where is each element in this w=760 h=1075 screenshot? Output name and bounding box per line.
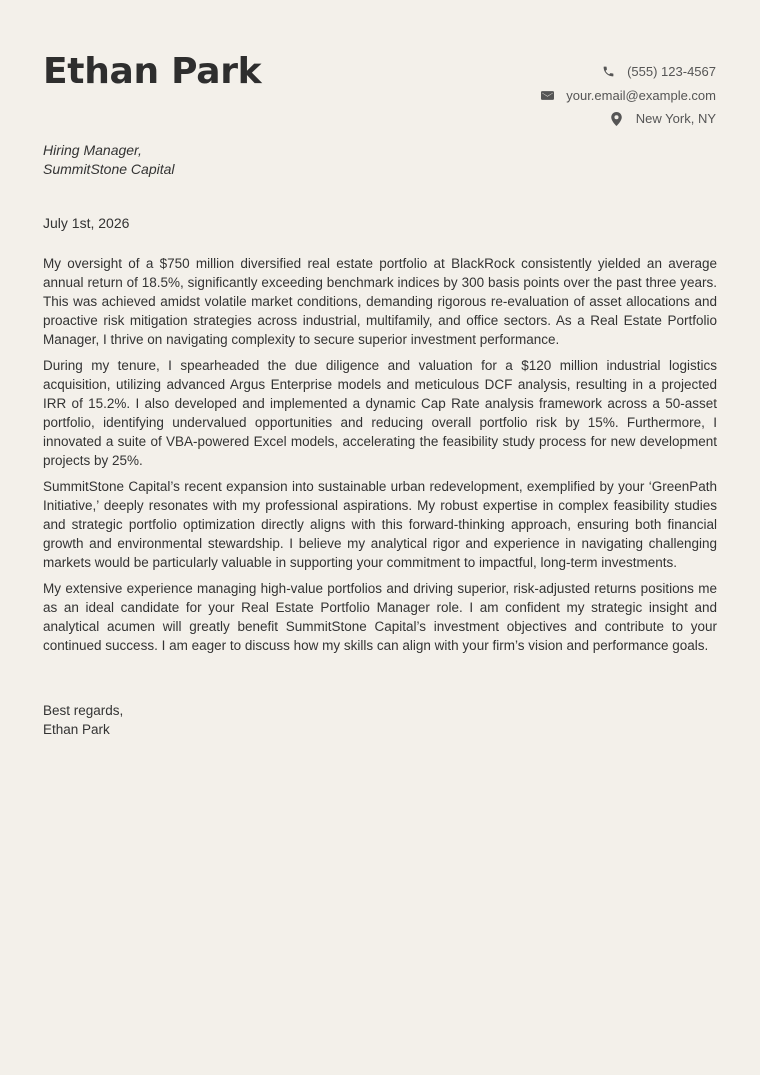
letter-body <box>43 254 717 662</box>
body-paragraph: My extensive experience managing high-value portfolios and driving superior, risk-adjusted returns positions me as an ideal candidate for your Real Estate Portfolio Manager role. I am confident my strategic insight and analytical acumen will greatly benefit SummitStone Capital’s investment objectives and contribute to your continued success. I am eager to discuss how my skills can align with your firm’s vision and performance goals. <box>43 581 717 653</box>
map-pin-icon <box>610 112 624 126</box>
envelope-icon <box>540 88 554 102</box>
contact-phone[interactable]: (555) 123-4567 <box>627 64 716 80</box>
contact-location-row <box>540 107 716 131</box>
recipient-company: SummitStone Capital <box>43 161 175 177</box>
body-paragraph: During my tenure, I spearheaded the due diligence and valuation for a $120 million industrial logistics acquisition, utilizing advanced Argus Enterprise models and meticulous DCF analysis, resulting in a projected IRR of 15.2%. I also developed and implemented a dynamic Cap Rate analysis framework across a 50-asset portfolio, identifying undervalued opportunities and reducing overall portfolio risk by 15%. Furthermore, I innovated a suite of VBA-powered Excel models, accelerating the feasibility study process for new development projects by 25%. <box>43 358 717 468</box>
closing-salutation: Best regards, <box>43 703 124 718</box>
letter-date: July 1st, 2026 <box>43 215 130 231</box>
contact-email-row <box>540 84 716 108</box>
recipient-block <box>43 141 175 179</box>
closing-block <box>43 701 123 739</box>
closing-signature: Ethan Park <box>43 722 110 737</box>
body-paragraph: My oversight of a $750 million diversified real estate portfolio at BlackRock consistently yielded an average annual return of 18.5%, significantly exceeding benchmark indices by 300 basis points over the past three years. This was achieved amidst volatile market conditions, demanding rigorous re-evaluation of asset allocations and proactive risk mitigation strategies across industrial, multifamily, and office sectors. As a Real Estate Portfolio Manager, I thrive on navigating complexity to secure superior investment performance. <box>43 256 717 347</box>
contact-phone-row <box>540 60 716 84</box>
contact-location: New York, NY <box>635 111 716 127</box>
contact-info <box>540 60 716 131</box>
applicant-name: Ethan Park <box>43 51 262 92</box>
phone-icon <box>601 65 615 79</box>
recipient-title: Hiring Manager, <box>43 142 142 158</box>
body-paragraph: SummitStone Capital’s recent expansion into sustainable urban redevelopment, exemplified by your ‘GreenPath Initiative,’ deeply resonates with my professional aspirations. My robust expertise in complex feasibility studies and strategic portfolio optimization directly aligns with this forward-thinking approach, ensuring both financial growth and environmental stewardship. I believe my analytical rigor and experience in navigating challenging markets would be particularly valuable in supporting your commitment to impactful, long-term investments. <box>43 479 717 570</box>
contact-email[interactable]: your.email@example.com <box>566 87 716 103</box>
